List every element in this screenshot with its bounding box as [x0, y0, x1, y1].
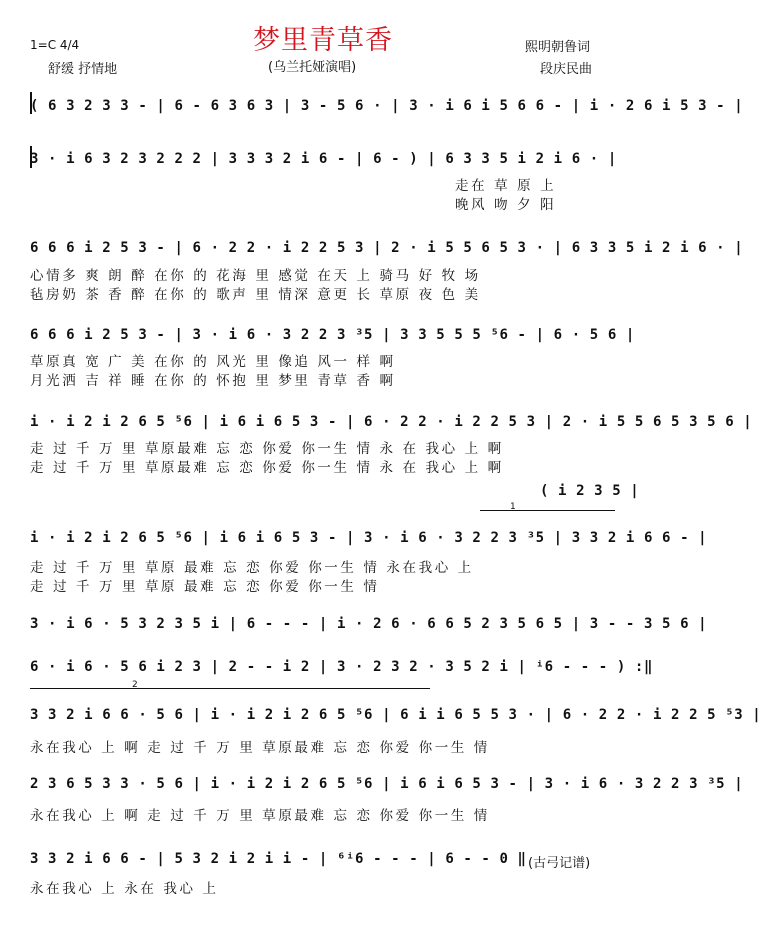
notation-line-4: 6 6 6 i 2 5 3 - | 3 · i 6 · 3 2 2 3 ³5 | 3 3 5 5 5 ⁵6 - | 6 · 5 6 | [30, 327, 635, 343]
lyric-line-9: 永在我心 上 啊 走 过 千 万 里 草原最难 忘 恋 你爱 你一生 情 [30, 740, 490, 756]
interlude-notation: ( i 2 3 5 | [540, 483, 640, 499]
lyric-line-5a: 走 过 千 万 里 草原最难 忘 恋 你爱 你一生 情 永 在 我心 上 啊 [30, 441, 504, 457]
lyric-line-11: 永在我心 上 永在 我心 上 [30, 881, 219, 897]
lyric-line-6a: 走 过 千 万 里 草原 最难 忘 恋 你爱 你一生 情 永在我心 上 [30, 560, 474, 576]
lyric-line-3a: 心情多 爽 朗 醉 在你 的 花海 里 感觉 在天 上 骑马 好 牧 场 [30, 268, 481, 284]
notation-line-10: 2 3 6 5 3 3 · 5 6 | i · i 2 i 2 6 5 ⁵6 | i 6 i 6 5 3 - | 3 · i 6 · 3 2 2 3 ³5 | [30, 776, 744, 792]
notation-line-11: 3 3 2 i 6 6 - | 5 3 2 i 2 i i - | ⁶ⁱ6 - - - | 6 - - 0 ‖ [30, 851, 527, 867]
lyric-line-4a: 草原真 宽 广 美 在你 的 风光 里 像追 风一 样 啊 [30, 354, 396, 370]
notation-line-1: ( 6 3 2 3 3 - | 6 - 6 3 6 3 | 3 - 5 6 · | 3 · i 6 i 5 6 6 - | i · 2 6 i 5 3 - | [30, 98, 744, 114]
first-ending-number: 1 [510, 502, 516, 512]
key-signature: 1=C 4/4 [30, 38, 80, 52]
first-ending-bracket [480, 510, 615, 511]
second-ending-number: 2 [132, 680, 138, 690]
notation-line-3: 6 6 6 i 2 5 3 - | 6 · 2 2 · i 2 2 5 3 | 2 · i 5 5 6 5 3 · | 6 3 3 5 i 2 i 6 · | [30, 240, 744, 256]
lyric-line-2b: 晚风 吻 夕 阳 [455, 197, 557, 213]
singer-credit: (乌兰托娅演唱) [268, 60, 357, 75]
notation-line-9: 3 3 2 i 6 6 · 5 6 | i · i 2 i 2 6 5 ⁵6 | 6 i i 6 5 5 3 · | 6 · 2 2 · i 2 2 5 ⁵3 | [30, 707, 761, 723]
lyric-line-4b: 月光洒 吉 祥 睡 在你 的 怀抱 里 梦里 青草 香 啊 [30, 373, 396, 389]
notation-line-8: 6 · i 6 · 5 6 i 2 3 | 2 - - i 2 | 3 · 2 3 2 · 3 5 2 i | ⁱ6 - - - ) :‖ [30, 659, 653, 675]
notation-line-2: 3 · i 6 3 2 3 2 2 2 | 3 3 3 2 i 6 - | 6 - ) | 6 3 3 5 i 2 i 6 · | [30, 151, 617, 167]
lyric-line-5b: 走 过 千 万 里 草原最难 忘 恋 你爱 你一生 情 永 在 我心 上 啊 [30, 460, 504, 476]
composer-credit: 段庆民曲 [540, 62, 593, 77]
second-ending-bracket [30, 688, 430, 689]
song-title: 梦里青草香 [253, 25, 393, 56]
notation-line-7: 3 · i 6 · 5 3 2 3 5 i | 6 - - - | i · 2 6 · 6 6 5 2 3 5 6 5 | 3 - - 3 5 6 | [30, 616, 708, 632]
lyric-line-6b: 走 过 千 万 里 草原 最难 忘 恋 你爱 你一生 情 [30, 579, 380, 595]
transcriber-note: (古弓记谱) [528, 856, 591, 871]
lyric-line-10: 永在我心 上 啊 走 过 千 万 里 草原最难 忘 恋 你爱 你一生 情 [30, 808, 490, 824]
lyric-line-2a: 走在 草 原 上 [455, 178, 557, 194]
notation-line-5: i · i 2 i 2 6 5 ⁵6 | i 6 i 6 5 3 - | 6 · 2 2 · i 2 2 5 3 | 2 · i 5 5 6 5 3 5 6 | [30, 414, 753, 430]
lyricist-credit: 熙明朝鲁词 [525, 40, 591, 55]
lyric-line-3b: 毡房奶 茶 香 醉 在你 的 歌声 里 情深 意更 长 草原 夜 色 美 [30, 287, 481, 303]
tempo-marking: 舒缓 抒情地 [48, 62, 118, 77]
notation-line-6: i · i 2 i 2 6 5 ⁵6 | i 6 i 6 5 3 - | 3 · i 6 · 3 2 2 3 ³5 | 3 3 2 i 6 6 - | [30, 530, 708, 546]
